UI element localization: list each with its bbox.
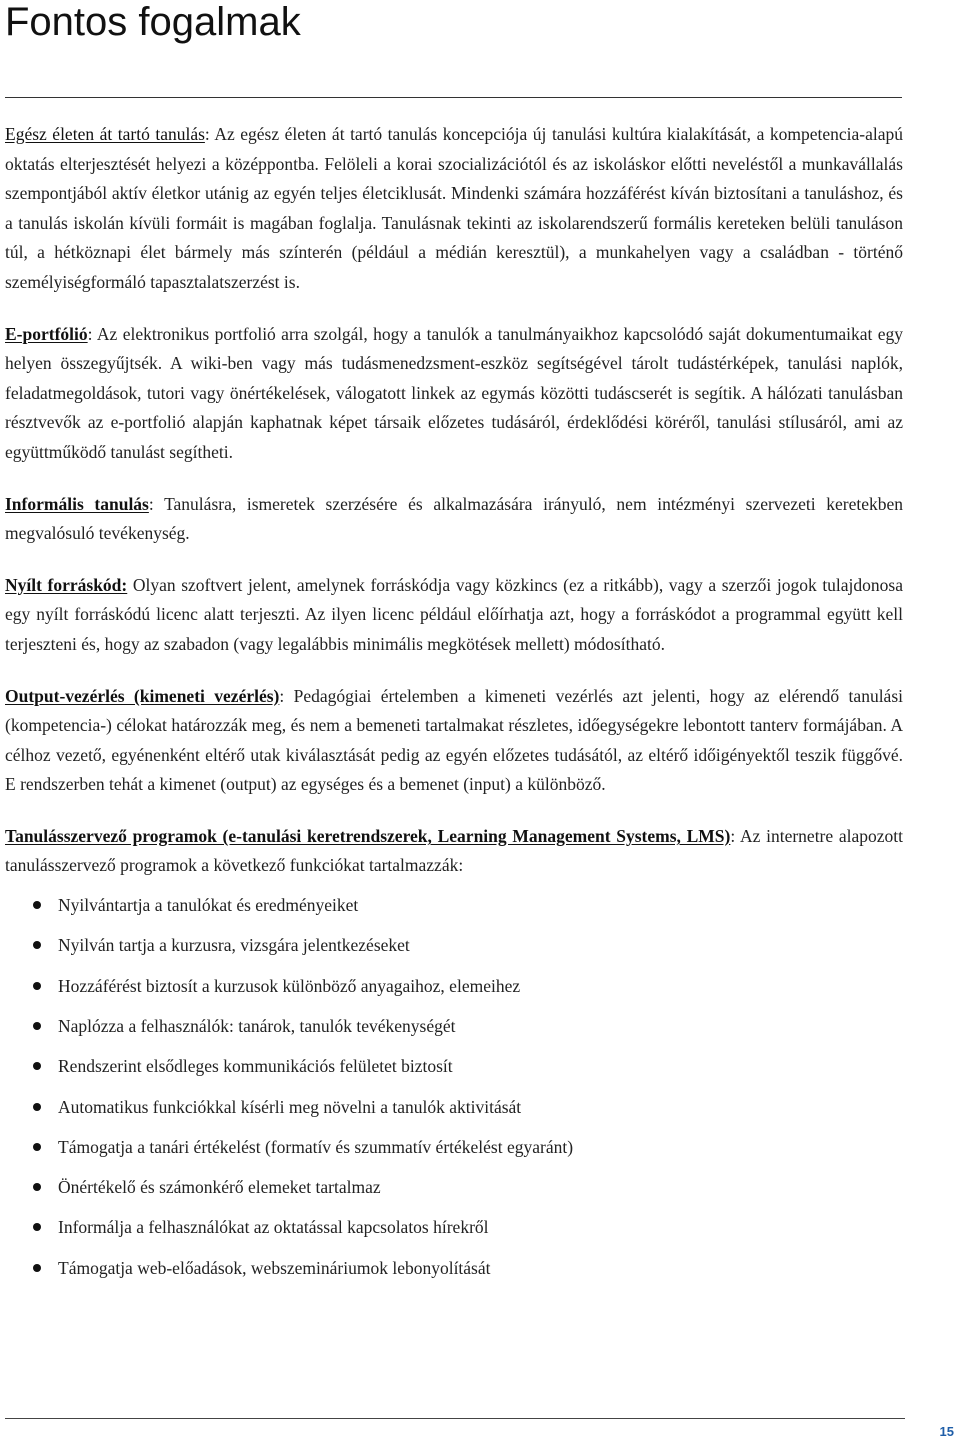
list-item-text: Támogatja web-előadások, webszemináriumok lebonyolítását	[58, 1257, 491, 1278]
bullet-icon	[33, 1223, 41, 1231]
definition-lifelong-learning	[5, 120, 903, 298]
list-item	[5, 1215, 903, 1255]
bullet-icon	[33, 901, 41, 909]
bullet-icon	[33, 1143, 41, 1151]
bullet-icon	[33, 941, 41, 949]
footer-divider	[5, 1418, 905, 1419]
list-item	[5, 1095, 903, 1135]
term-heading: Informális tanulás	[5, 493, 149, 514]
term-heading: E-portfólió	[5, 323, 88, 344]
bullet-icon	[33, 1022, 41, 1030]
list-item-text: Hozzáférést biztosít a kurzusok különböző anyagaihoz, elemeihez	[58, 975, 521, 996]
bullet-icon	[33, 1264, 41, 1272]
bullet-icon	[33, 1183, 41, 1191]
list-item	[5, 1014, 903, 1054]
list-item-text: Nyilván tartja a kurzusra, vizsgára jelentkezéseket	[58, 935, 410, 956]
list-item-text: Nyilvántartja a tanulókat és eredményeiket	[58, 895, 359, 916]
term-heading: Output-vezérlés (kimeneti vezérlés)	[5, 685, 280, 706]
definition-text: : Az elektronikus portfolió arra szolgál, hogy a tanulók a tanulmányaikhoz kapcsolódó saját dokumentumaikat egy helyen összegyűjtsék. A wiki-ben vagy más tudásmenedzsment-eszköz segítségével tárolt tudástérképek, tanulási naplók, feladatmegoldások, tutori vagy önértékelések, válogatott linkek az egymás közötti tudáscserét is segítik. A hálózati tanulásban résztvevők az e-portfolió alapján kaphatnak képet társaik előzetes tudásáról, érdeklődési köréről, tanulási stílusáról, ami az együttműködő tanulást segítheti.	[5, 323, 903, 462]
definition-informal-learning	[5, 490, 903, 549]
bullet-icon	[33, 982, 41, 990]
list-item	[5, 933, 903, 973]
definition-text: : Tanulásra, ismeretek szerzésére és alkalmazására irányuló, nem intézményi szervezeti keretekben megvalósuló tevékenység.	[5, 493, 903, 544]
definition-output-control	[5, 682, 903, 800]
list-item	[5, 1256, 903, 1296]
lms-function-list	[5, 893, 903, 1296]
bullet-icon	[33, 1103, 41, 1111]
list-item-text: Támogatja a tanári értékelést (formatív és szummatív értékelést egyaránt)	[58, 1136, 574, 1157]
page-number: 15	[939, 1424, 954, 1439]
list-item	[5, 1175, 903, 1215]
list-item-text: Naplózza a felhasználók: tanárok, tanulók tevékenységét	[58, 1015, 456, 1036]
document-body	[5, 120, 903, 1296]
term-heading: Nyílt forráskód:	[5, 574, 128, 595]
list-item	[5, 893, 903, 933]
list-item	[5, 1054, 903, 1094]
definition-lms	[5, 822, 903, 881]
list-item-text: Automatikus funkciókkal kísérli meg növelni a tanulók aktivitását	[58, 1096, 522, 1117]
bullet-icon	[33, 1062, 41, 1070]
term-heading: Egész életen át tartó tanulás	[5, 124, 205, 144]
list-item	[5, 1135, 903, 1175]
list-item-text: Rendszerint elsődleges kommunikációs felületet biztosít	[58, 1056, 453, 1077]
definition-text: : Az internetre alapozott tanulásszervező programok a következő funkciókat tartalmazzák:	[5, 825, 904, 876]
definition-text: : Az egész életen át tartó tanulás koncepciója új tanulási kultúra kialakítását, a kompetencia-alapú oktatás elterjesztését helyezi a középpontba. Felöleli a korai szocializációtól és az iskoláskor előtti neveléstől a munkavállalás szempontjából aktív életkor utánig az egyén teljes életciklusát. Mindenki számára hozzáférést kíván biztosítani a tanuláshoz, és a tanulás iskolán kívüli formáit is magában foglalja. Tanulásnak tekinti az iskolarendszerű formális kereteken belüli tanuláson túl, a hétköznapi élet bármely más színterén (például a médián keresztül), a munkahelyen vagy a családban - történő személyiségformáló tapasztalatszerzést is.	[5, 124, 903, 292]
list-item-text: Önértékelő és számonkérő elemeket tartalmaz	[58, 1177, 381, 1198]
definition-eportfolio	[5, 320, 903, 468]
term-heading: Tanulásszervező programok (e-tanulási keretrendszerek, Learning Management Systems, LMS)	[5, 825, 731, 846]
list-item-text: Informálja a felhasználókat az oktatással kapcsolatos hírekről	[58, 1217, 489, 1238]
list-item	[5, 974, 903, 1014]
definition-text: : Pedagógiai értelemben a kimeneti vezérlés azt jelenti, hogy az elérendő tanulási (kompetencia-) célokat határozzák meg, és nem a bemeneti tartalmakat részletes, időegységekre lebontott tanterv formájában. A célhoz vezető, egyénenként eltérő utak kiválasztását pedig az egyén előzetes tudásától, az eltérő időigényektől teszik függővé. E rendszerben tehát a kimenet (output) az egységes és a bemenet (input) a különböző.	[5, 685, 903, 795]
header-divider	[5, 97, 902, 98]
page-title: Fontos fogalmak	[5, 0, 301, 44]
definition-open-source	[5, 571, 903, 660]
definition-text: Olyan szoftvert jelent, amelynek forráskódja vagy közkincs (ez a ritkább), vagy a szerzői jogok tulajdonosa egy nyílt forráskódú licenc alatt terjeszti. Az ilyen licenc például előírhatja azt, hogy a forráskódot a programmal együtt kell terjeszteni és, hogy az szabadon (vagy legalábbis minimális megkötések mellett) módosítható.	[5, 574, 903, 654]
